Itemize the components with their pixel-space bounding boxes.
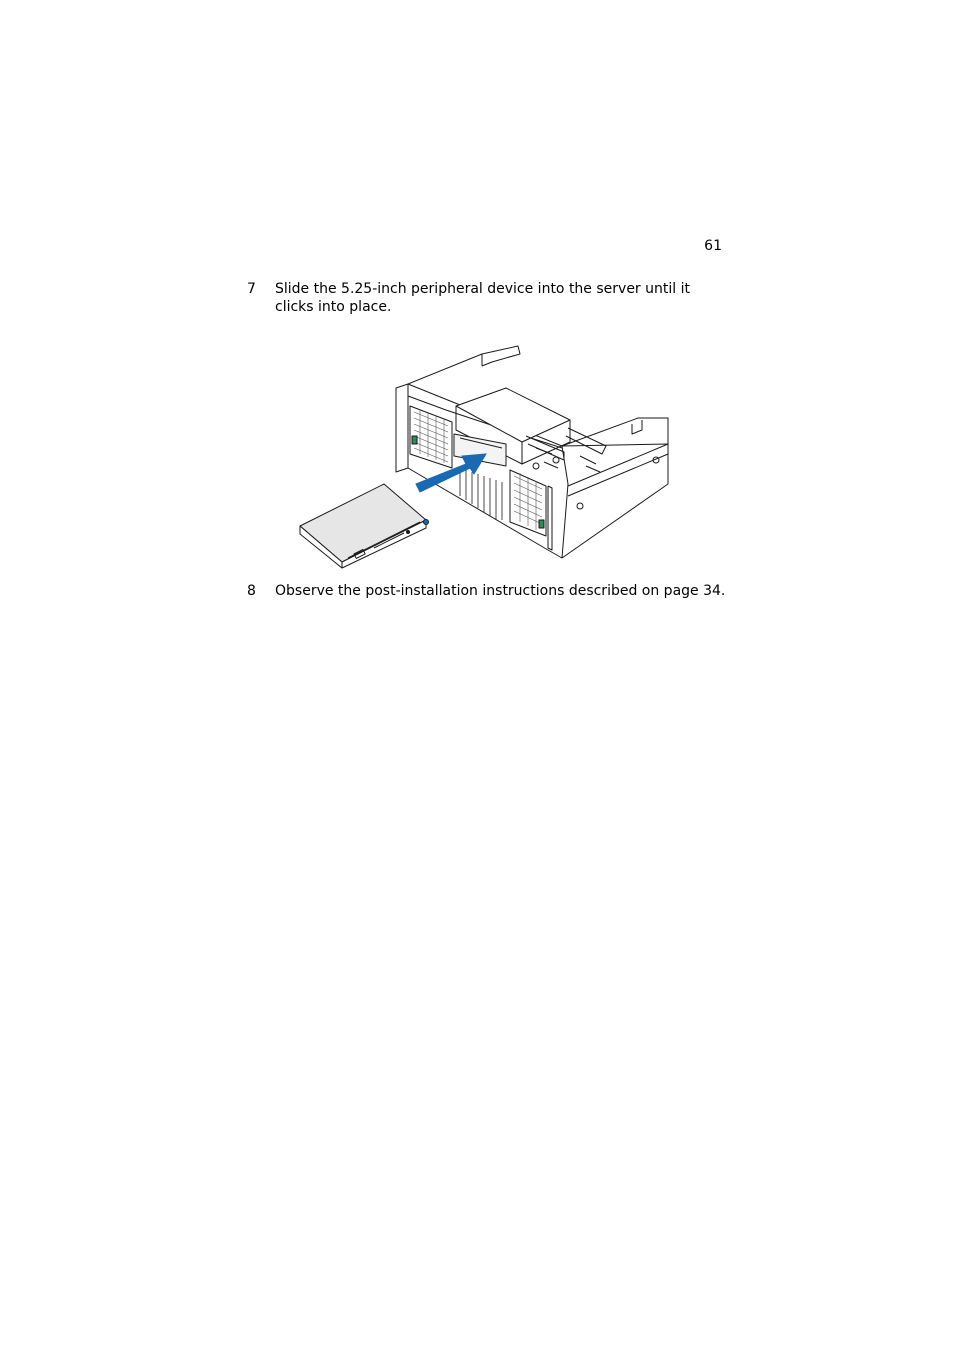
step-number: 8	[247, 583, 256, 599]
step-text: Slide the 5.25-inch peripheral device into the server until it clicks into place.	[275, 281, 690, 315]
step-number: 7	[247, 281, 256, 297]
latch-right	[539, 520, 544, 528]
step-8	[247, 582, 727, 600]
installation-illustration	[296, 336, 672, 570]
page-number: 61	[704, 238, 722, 254]
peripheral-device	[300, 484, 429, 568]
step-7	[247, 280, 727, 316]
step-text: Observe the post-installation instructions described on page 34.	[275, 583, 726, 599]
latch-left	[412, 436, 417, 444]
server-chassis	[396, 346, 668, 558]
